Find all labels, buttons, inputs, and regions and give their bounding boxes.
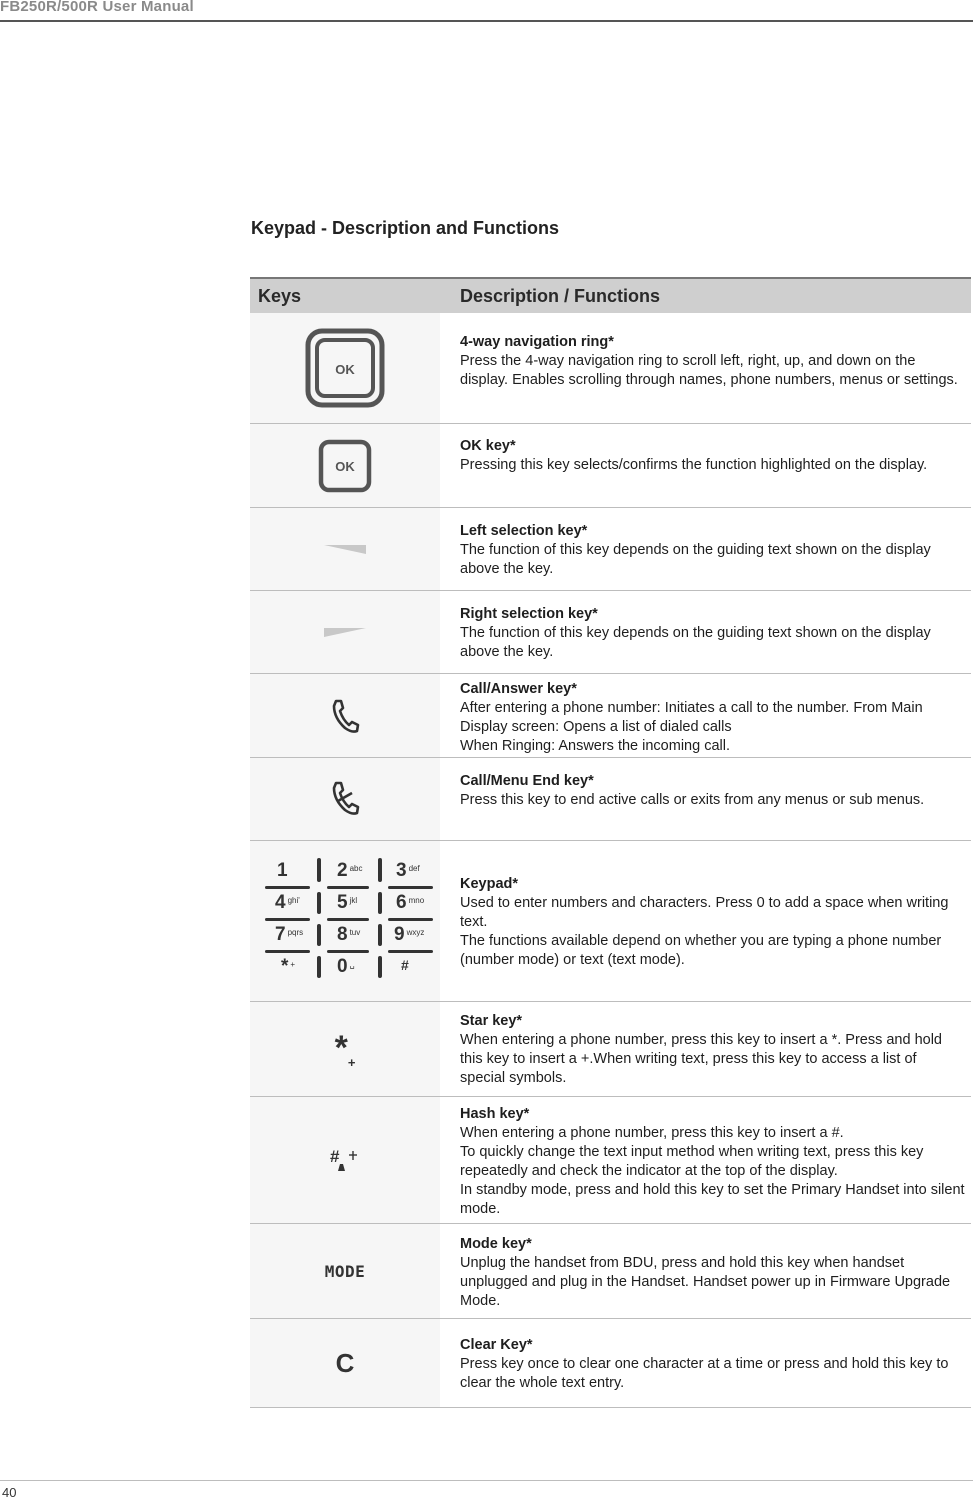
table-row bbox=[250, 674, 971, 758]
keypad-divider bbox=[265, 950, 310, 953]
row-text: Used to enter numbers and characters. Press 0 to add a space when writing text. bbox=[460, 895, 949, 930]
keypad-key: 6 $^{mno}$ bbox=[396, 892, 425, 913]
key-cell bbox=[250, 508, 440, 590]
keypad-divider bbox=[317, 924, 321, 946]
table-row bbox=[250, 508, 971, 591]
clear-key-icon: C bbox=[335, 1347, 355, 1378]
header-title: FB250R/500R User Manual bbox=[0, 0, 194, 15]
keypad-divider bbox=[388, 886, 433, 889]
row-title: Star key* bbox=[460, 1013, 523, 1029]
keypad-key: 0 ␣ bbox=[337, 956, 355, 977]
description-cell bbox=[460, 522, 965, 579]
row-text: Press this key to end active calls or exits from any menus or sub menus. bbox=[460, 792, 925, 808]
description-cell bbox=[460, 1235, 965, 1311]
keypad-divider bbox=[317, 956, 321, 978]
svg-text:#: # bbox=[330, 1147, 340, 1166]
keypad-divider bbox=[327, 950, 369, 953]
row-text: Press key once to clear one character at a time or press and hold this key to clear the whole text entry. bbox=[460, 1356, 949, 1391]
description-cell bbox=[460, 333, 965, 390]
keypad-icon bbox=[255, 856, 435, 986]
keypad-key: 7 $^{pqrs}$ bbox=[275, 924, 304, 945]
row-text: The function of this key depends on the guiding text shown on the display above the key. bbox=[460, 542, 931, 577]
row-text: After entering a phone number: Initiates a call to the number. From Main Display screen: Opens a list of dialed calls bbox=[460, 700, 923, 735]
key-cell bbox=[250, 313, 440, 423]
row-title: Call/Menu End key* bbox=[460, 773, 594, 789]
keypad-divider bbox=[388, 950, 433, 953]
row-title: Mode key* bbox=[460, 1236, 532, 1252]
header-description: Description / Functions bbox=[460, 286, 661, 306]
keypad-divider bbox=[378, 924, 382, 946]
keypad-divider bbox=[317, 892, 321, 914]
star-key-icon: $*_+$ bbox=[334, 1028, 356, 1070]
row-text: Pressing this key selects/confirms the function highlighted on the display. bbox=[460, 457, 928, 473]
row-title: Clear Key* bbox=[460, 1337, 533, 1353]
keypad-divider bbox=[265, 886, 310, 889]
description-cell bbox=[460, 875, 965, 970]
keypad-table bbox=[250, 277, 971, 1408]
description-cell bbox=[460, 605, 965, 662]
keypad-key: 4 $^{ghi'}$ bbox=[275, 892, 300, 913]
keypad-divider bbox=[378, 956, 382, 978]
page-header bbox=[0, 0, 973, 22]
key-cell bbox=[250, 1097, 440, 1223]
key-cell bbox=[250, 1319, 440, 1407]
table-row bbox=[250, 1097, 971, 1224]
keypad-divider bbox=[317, 858, 321, 882]
footer-divider bbox=[0, 1480, 973, 1481]
table-row bbox=[250, 424, 971, 508]
left-selection-key-icon bbox=[322, 542, 368, 556]
row-text: Unplug the handset from BDU, press and hold this key when handset unplugged and plug in the Handset. Handset power up in Firmware Upgrade Mode. bbox=[460, 1255, 951, 1309]
call-answer-icon bbox=[330, 698, 360, 734]
table-row bbox=[250, 841, 971, 1002]
key-cell bbox=[250, 758, 440, 840]
keypad-key: * + bbox=[281, 956, 296, 977]
table-row bbox=[250, 1319, 971, 1408]
call-end-icon bbox=[330, 779, 360, 819]
row-title: Keypad* bbox=[460, 876, 519, 892]
row-text: When entering a phone number, press this key to insert a *. Press and hold this key to insert a +.When writing text, press this key to access a list of special symbols. bbox=[460, 1032, 942, 1086]
header-keys: Keys bbox=[258, 286, 302, 306]
keypad-key: 8 $^{tuv}$ bbox=[337, 924, 361, 945]
navigation-ring-icon bbox=[305, 328, 385, 408]
keypad-key: 3 $^{def}$ bbox=[396, 860, 420, 881]
description-cell bbox=[460, 437, 965, 475]
key-cell bbox=[250, 841, 440, 1001]
mode-key-icon: MODE bbox=[324, 1261, 366, 1281]
row-text: When entering a phone number, press this key to insert a #. bbox=[460, 1125, 844, 1141]
row-text: Press the 4-way navigation ring to scroll left, right, up, and down on the display. Enables scrolling through names, phone numbers, menus or settings. bbox=[460, 353, 958, 388]
row-title: 4-way navigation ring* bbox=[460, 334, 614, 350]
keypad-key: 9 $^{wxyz}$ bbox=[394, 924, 425, 945]
row-text: The function of this key depends on the guiding text shown on the display above the key. bbox=[460, 625, 931, 660]
table-row bbox=[250, 1002, 971, 1097]
keypad-divider bbox=[265, 918, 310, 921]
page-number: 40 bbox=[2, 1485, 17, 1500]
right-selection-key-icon bbox=[322, 625, 368, 639]
row-text: In standby mode, press and hold this key to set the Primary Handset into silent mode. bbox=[460, 1182, 965, 1217]
description-cell bbox=[460, 1012, 965, 1088]
row-title: Right selection key* bbox=[460, 606, 598, 622]
table-row bbox=[250, 313, 971, 424]
key-cell bbox=[250, 424, 440, 507]
description-cell bbox=[460, 772, 965, 810]
keypad-divider bbox=[327, 886, 369, 889]
keypad-key: 2 $^{abc}$ bbox=[337, 860, 363, 881]
key-cell bbox=[250, 1002, 440, 1096]
key-cell bbox=[250, 591, 440, 673]
description-cell bbox=[460, 680, 965, 756]
row-text: The functions available depend on whether you are typing a phone number (number mode) or text (text mode). bbox=[460, 933, 942, 968]
table-row bbox=[250, 591, 971, 674]
keypad-key: # bbox=[401, 957, 409, 973]
keypad-divider bbox=[378, 858, 382, 882]
key-cell bbox=[250, 1224, 440, 1318]
section-title: Keypad - Description and Functions bbox=[251, 218, 560, 238]
table-header bbox=[250, 277, 971, 313]
row-text: To quickly change the text input method when writing text, press this key repeatedly and check the indicator at the top of the display. bbox=[460, 1144, 924, 1179]
keypad-key: 5 $^{jkl}$ bbox=[337, 892, 358, 913]
row-title: Hash key* bbox=[460, 1106, 530, 1122]
ok-label: OK bbox=[335, 458, 355, 474]
table-row bbox=[250, 1224, 971, 1319]
key-cell bbox=[250, 674, 440, 757]
ok-label: OK bbox=[335, 362, 355, 377]
ok-key-icon bbox=[318, 439, 372, 493]
keypad-divider bbox=[378, 892, 382, 914]
description-cell bbox=[460, 1105, 965, 1219]
row-title: Left selection key* bbox=[460, 523, 588, 539]
keypad-divider bbox=[327, 918, 369, 921]
table-row bbox=[250, 758, 971, 841]
hash-key-icon bbox=[330, 1147, 360, 1173]
keypad-divider bbox=[388, 918, 433, 921]
row-title: Call/Answer key* bbox=[460, 681, 577, 697]
row-title: OK key* bbox=[460, 438, 516, 454]
keypad-key: 1 bbox=[277, 860, 288, 881]
row-text: When Ringing: Answers the incoming call. bbox=[460, 738, 730, 754]
description-cell bbox=[460, 1336, 965, 1393]
